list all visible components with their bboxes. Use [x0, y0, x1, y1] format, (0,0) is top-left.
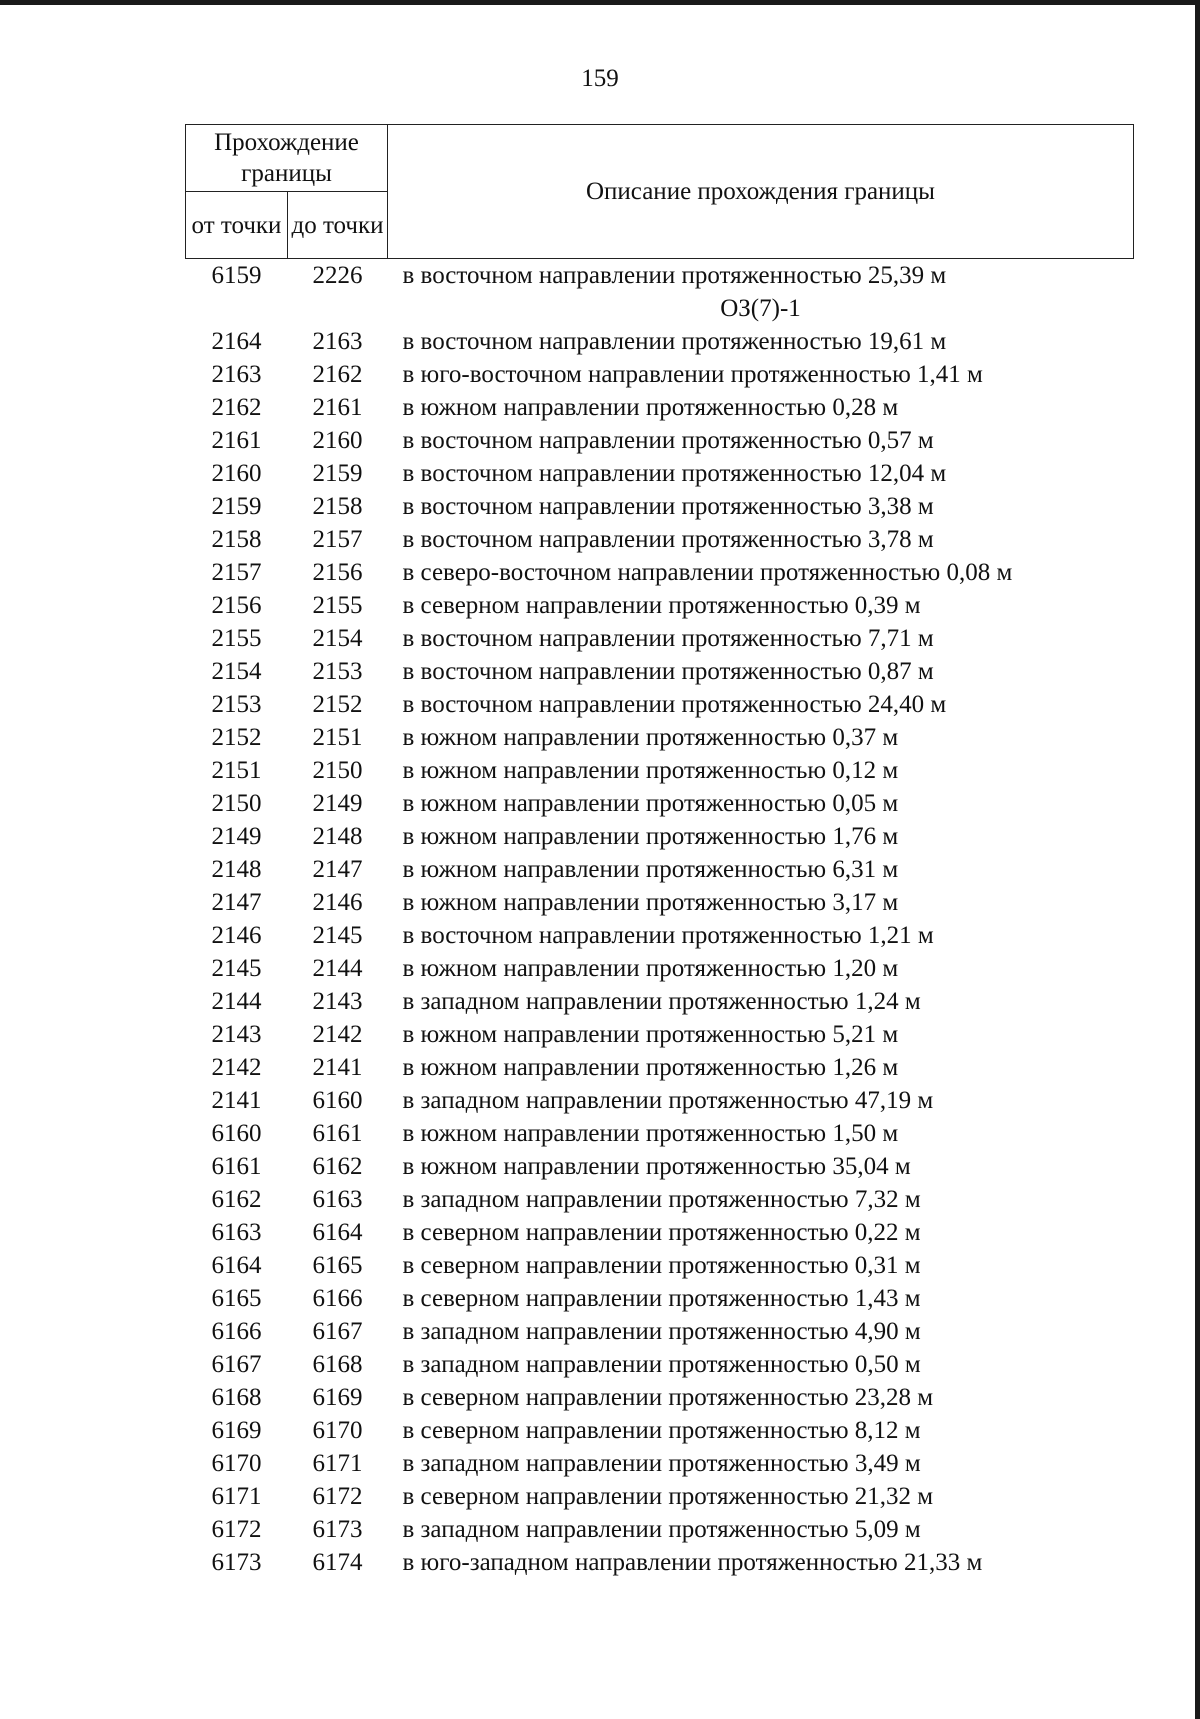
cell-to-point: 6166	[312, 1285, 363, 1312]
table-row	[186, 457, 1134, 490]
cell-description: в западном направлении протяженностью 47,19 м	[402, 1087, 934, 1114]
table-row	[186, 1117, 1134, 1150]
table-row	[186, 523, 1134, 556]
cell-from-point: 2157	[211, 559, 262, 586]
table-row	[186, 1546, 1134, 1579]
cell-from-point: 2163	[211, 361, 262, 388]
cell-description: в южном направлении протяженностью 1,26 м	[402, 1054, 899, 1081]
table-row	[186, 1315, 1134, 1348]
cell-description: в северном направлении протяженностью 0,31 м	[402, 1252, 921, 1279]
scan-edge-top	[0, 0, 1200, 5]
cell-description: в южном направлении протяженностью 6,31 м	[402, 856, 899, 883]
cell-to-point: 2153	[312, 658, 363, 685]
cell-from-point: 6172	[211, 1516, 262, 1543]
table-row	[186, 1249, 1134, 1282]
cell-to-point: 2143	[312, 988, 363, 1015]
cell-description: в западном направлении протяженностью 1,24 м	[402, 988, 921, 1015]
header-description: Описание прохождения границы	[388, 125, 1134, 259]
table-row	[186, 556, 1134, 589]
cell-description: в восточном направлении протяженностью 3,78 м	[402, 526, 934, 553]
cell-to-point: 2156	[312, 559, 363, 586]
cell-description: в восточном направлении протяженностью 0,87 м	[402, 658, 934, 685]
header-from-point: от точки	[186, 192, 288, 259]
cell-description: в юго-восточном направлении протяженностью 1,41 м	[402, 361, 983, 388]
cell-to-point: 2152	[312, 691, 363, 718]
table-row	[186, 754, 1134, 787]
cell-from-point: 2152	[211, 724, 262, 751]
cell-from-point: 2162	[211, 394, 262, 421]
cell-description: в западном направлении протяженностью 0,50 м	[402, 1351, 921, 1378]
table-row	[186, 1480, 1134, 1513]
cell-description: в восточном направлении протяженностью 12,04 м	[402, 460, 947, 487]
cell-description: в южном направлении протяженностью 0,05 м	[402, 790, 899, 817]
cell-description: в южном направлении протяженностью 35,04 м	[402, 1153, 911, 1180]
cell-description: в южном направлении протяженностью 0,37 м	[402, 724, 899, 751]
cell-description: в северном направлении протяженностью 1,43 м	[402, 1285, 921, 1312]
table-row	[186, 787, 1134, 820]
table-row	[186, 1348, 1134, 1381]
cell-to-point: 6168	[312, 1351, 363, 1378]
cell-description: в западном направлении протяженностью 7,32 м	[402, 1186, 921, 1213]
cell-to-point: 2226	[312, 262, 363, 289]
table-row	[186, 1381, 1134, 1414]
section-spacer	[186, 292, 288, 325]
cell-to-point: 6165	[312, 1252, 363, 1279]
cell-to-point: 2147	[312, 856, 363, 883]
section-spacer	[288, 292, 388, 325]
cell-from-point: 2156	[211, 592, 262, 619]
cell-from-point: 2161	[211, 427, 262, 454]
cell-from-point: 2150	[211, 790, 262, 817]
cell-from-point: 2158	[211, 526, 262, 553]
cell-to-point: 2141	[312, 1054, 363, 1081]
cell-to-point: 6162	[312, 1153, 363, 1180]
cell-description: в южном направлении протяженностью 0,28 м	[402, 394, 899, 421]
cell-from-point: 2149	[211, 823, 262, 850]
cell-from-point: 2146	[211, 922, 262, 949]
boundary-table	[185, 124, 1134, 1579]
table-row	[186, 886, 1134, 919]
table-row	[186, 1447, 1134, 1480]
cell-to-point: 2161	[312, 394, 363, 421]
cell-from-point: 6167	[211, 1351, 262, 1378]
cell-to-point: 6164	[312, 1219, 363, 1246]
cell-from-point: 2160	[211, 460, 262, 487]
cell-description: в северо-восточном направлении протяженностью 0,08 м	[402, 559, 1013, 586]
cell-to-point: 6174	[312, 1549, 363, 1576]
table-row	[186, 952, 1134, 985]
cell-description: в южном направлении протяженностью 5,21 м	[402, 1021, 899, 1048]
cell-from-point: 2143	[211, 1021, 262, 1048]
cell-from-point: 2142	[211, 1054, 262, 1081]
cell-to-point: 6163	[312, 1186, 363, 1213]
cell-description: в восточном направлении протяженностью 25,39 м	[402, 262, 947, 289]
table-row	[186, 1018, 1134, 1051]
cell-to-point: 2157	[312, 526, 363, 553]
page-number: 159	[581, 65, 619, 92]
cell-description: в южном направлении протяженностью 1,76 м	[402, 823, 899, 850]
cell-to-point: 2149	[312, 790, 363, 817]
cell-description: в восточном направлении протяженностью 19,61 м	[402, 328, 947, 355]
table-row	[186, 259, 1134, 293]
cell-to-point: 2159	[312, 460, 363, 487]
table-row	[186, 985, 1134, 1018]
cell-from-point: 2147	[211, 889, 262, 916]
scan-edge-right	[1195, 0, 1200, 1719]
table-row	[186, 853, 1134, 886]
cell-description: в восточном направлении протяженностью 1,21 м	[402, 922, 934, 949]
cell-description: в западном направлении протяженностью 4,90 м	[402, 1318, 921, 1345]
section-row	[186, 292, 1134, 325]
cell-from-point: 2153	[211, 691, 262, 718]
cell-description: в северном направлении протяженностью 21,32 м	[402, 1483, 934, 1510]
table-row	[186, 688, 1134, 721]
cell-from-point: 2164	[211, 328, 262, 355]
section-label: ОЗ(7)-1	[720, 295, 801, 322]
cell-from-point: 6162	[211, 1186, 262, 1213]
cell-from-point: 2145	[211, 955, 262, 982]
table-row	[186, 391, 1134, 424]
cell-description: в юго-западном направлении протяженностью 21,33 м	[402, 1549, 983, 1576]
table-row	[186, 721, 1134, 754]
cell-from-point: 2151	[211, 757, 262, 784]
cell-from-point: 2159	[211, 493, 262, 520]
cell-to-point: 6173	[312, 1516, 363, 1543]
cell-from-point: 6173	[211, 1549, 262, 1576]
cell-from-point: 2144	[211, 988, 262, 1015]
cell-from-point: 2154	[211, 658, 262, 685]
cell-description: в восточном направлении протяженностью 24,40 м	[402, 691, 947, 718]
cell-to-point: 2144	[312, 955, 363, 982]
table-row	[186, 1084, 1134, 1117]
cell-description: в северном направлении протяженностью 0,22 м	[402, 1219, 921, 1246]
table-row	[186, 1150, 1134, 1183]
table-row	[186, 325, 1134, 358]
cell-description: в южном направлении протяженностью 1,50 м	[402, 1120, 899, 1147]
cell-from-point: 6170	[211, 1450, 262, 1477]
cell-from-point: 6161	[211, 1153, 262, 1180]
cell-description: в северном направлении протяженностью 8,12 м	[402, 1417, 921, 1444]
cell-from-point: 6165	[211, 1285, 262, 1312]
cell-to-point: 2158	[312, 493, 363, 520]
cell-to-point: 2148	[312, 823, 363, 850]
table-row	[186, 589, 1134, 622]
table-row	[186, 424, 1134, 457]
cell-to-point: 6171	[312, 1450, 363, 1477]
cell-description: в восточном направлении протяженностью 3,38 м	[402, 493, 934, 520]
header-to-point: до точки	[288, 192, 388, 259]
table-row	[186, 490, 1134, 523]
cell-to-point: 2151	[312, 724, 363, 751]
cell-to-point: 2154	[312, 625, 363, 652]
cell-from-point: 6163	[211, 1219, 262, 1246]
cell-from-point: 2141	[211, 1087, 262, 1114]
cell-from-point: 6164	[211, 1252, 262, 1279]
cell-from-point: 6166	[211, 1318, 262, 1345]
table-row	[186, 358, 1134, 391]
cell-to-point: 2155	[312, 592, 363, 619]
cell-to-point: 6172	[312, 1483, 363, 1510]
cell-description: в южном направлении протяженностью 3,17 м	[402, 889, 899, 916]
table-row	[186, 919, 1134, 952]
cell-to-point: 2160	[312, 427, 363, 454]
cell-to-point: 2142	[312, 1021, 363, 1048]
cell-description: в западном направлении протяженностью 5,09 м	[402, 1516, 921, 1543]
cell-from-point: 6168	[211, 1384, 262, 1411]
table-row	[186, 1282, 1134, 1315]
cell-description: в южном направлении протяженностью 0,12 м	[402, 757, 899, 784]
cell-description: в северном направлении протяженностью 0,39 м	[402, 592, 921, 619]
cell-description: в восточном направлении протяженностью 0,57 м	[402, 427, 934, 454]
table-row	[186, 1183, 1134, 1216]
table-row	[186, 655, 1134, 688]
cell-description: в восточном направлении протяженностью 7,71 м	[402, 625, 934, 652]
cell-from-point: 6171	[211, 1483, 262, 1510]
cell-to-point: 6170	[312, 1417, 363, 1444]
cell-from-point: 2148	[211, 856, 262, 883]
cell-to-point: 2150	[312, 757, 363, 784]
cell-to-point: 2145	[312, 922, 363, 949]
cell-to-point: 2162	[312, 361, 363, 388]
boundary-table-header	[186, 125, 1134, 259]
cell-description: в западном направлении протяженностью 3,49 м	[402, 1450, 921, 1477]
cell-to-point: 2163	[312, 328, 363, 355]
table-row	[186, 1216, 1134, 1249]
cell-to-point: 2146	[312, 889, 363, 916]
cell-to-point: 6169	[312, 1384, 363, 1411]
cell-to-point: 6161	[312, 1120, 363, 1147]
cell-from-point: 6160	[211, 1120, 262, 1147]
table-row	[186, 820, 1134, 853]
cell-from-point: 2155	[211, 625, 262, 652]
boundary-table-body	[186, 259, 1134, 1580]
cell-to-point: 6167	[312, 1318, 363, 1345]
cell-from-point: 6159	[211, 262, 262, 289]
table-row	[186, 1513, 1134, 1546]
table-row	[186, 1051, 1134, 1084]
table-row	[186, 1414, 1134, 1447]
cell-from-point: 6169	[211, 1417, 262, 1444]
table-row	[186, 622, 1134, 655]
cell-description: в северном направлении протяженностью 23,28 м	[402, 1384, 934, 1411]
cell-description: в южном направлении протяженностью 1,20 м	[402, 955, 899, 982]
cell-to-point: 6160	[312, 1087, 363, 1114]
header-boundary-passage: Прохождение границы	[186, 125, 388, 192]
